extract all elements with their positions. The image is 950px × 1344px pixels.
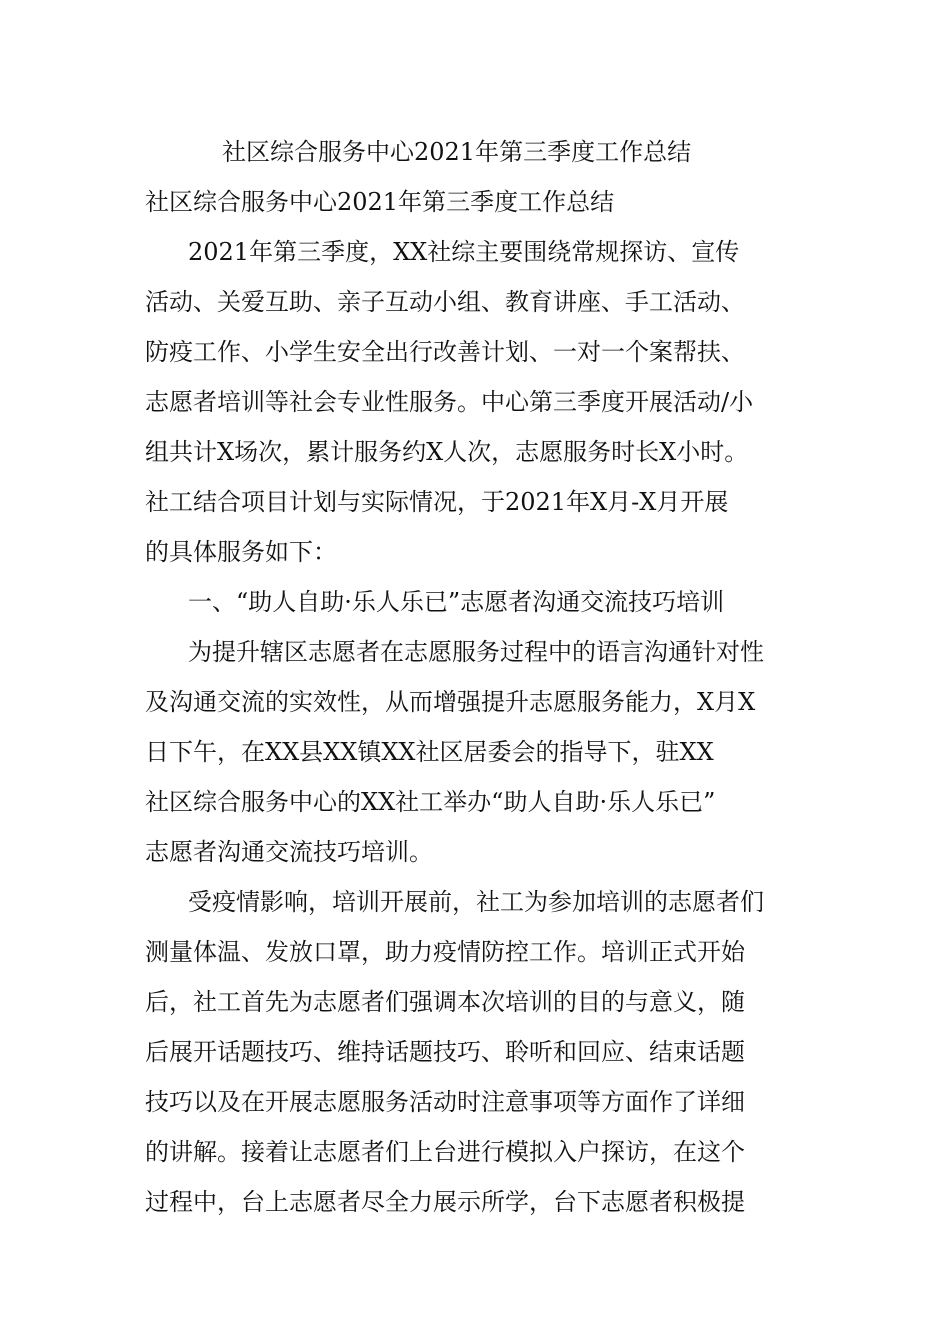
paragraph-line: 组共计X场次，累计服务约X人次，志愿服务时长X小时。 (145, 438, 749, 466)
paragraph-line: 志愿者培训等社会专业性服务。中心第三季度开展活动/小 (145, 388, 754, 416)
paragraph-line: 社工结合项目计划与实际情况，于2021年X月-X月开展 (145, 488, 729, 516)
paragraph-line: 过程中，台上志愿者尽全力展示所学，台下志愿者积极提 (145, 1188, 745, 1216)
paragraph-line: 志愿者沟通交流技巧培训。 (145, 838, 433, 866)
paragraph-line: 后，社工首先为志愿者们强调本次培训的目的与意义，随 (145, 988, 745, 1016)
paragraph-line: 及沟通交流的实效性，从而增强提升志愿服务能力，X月X (145, 688, 756, 716)
paragraph-line: 技巧以及在开展志愿服务活动时注意事项等方面作了详细 (145, 1088, 745, 1116)
paragraph-line: 测量体温、发放口罩，助力疫情防控工作。培训正式开始 (145, 938, 745, 966)
paragraph-line: 防疫工作、小学生安全出行改善计划、一对一个案帮扶、 (145, 338, 745, 366)
document-title: 社区综合服务中心2021年第三季度工作总结 (222, 138, 692, 166)
paragraph-line: 为提升辖区志愿者在志愿服务过程中的语言沟通针对性 (188, 638, 764, 666)
paragraph-line: 的讲解。接着让志愿者们上台进行模拟入户探访，在这个 (145, 1138, 745, 1166)
document-subtitle: 社区综合服务中心2021年第三季度工作总结 (145, 188, 615, 216)
paragraph-line: 的具体服务如下： (145, 538, 337, 566)
paragraph-line: 日下午，在XX县XX镇XX社区居委会的指导下，驻XX (145, 738, 714, 766)
paragraph-line: 受疫情影响，培训开展前，社工为参加培训的志愿者们 (188, 888, 764, 916)
paragraph-line: 2021年第三季度，XX社综主要围绕常规探访、宣传 (188, 238, 740, 266)
paragraph-line: 后展开话题技巧、维持话题技巧、聆听和回应、结束话题 (145, 1038, 745, 1066)
section-heading: 一、“助人自助·乐人乐已”志愿者沟通交流技巧培训 (188, 588, 725, 616)
paragraph-line: 活动、关爱互助、亲子互动小组、教育讲座、手工活动、 (145, 288, 745, 316)
paragraph-line: 社区综合服务中心的XX社工举办“助人自助·乐人乐已” (145, 788, 716, 816)
